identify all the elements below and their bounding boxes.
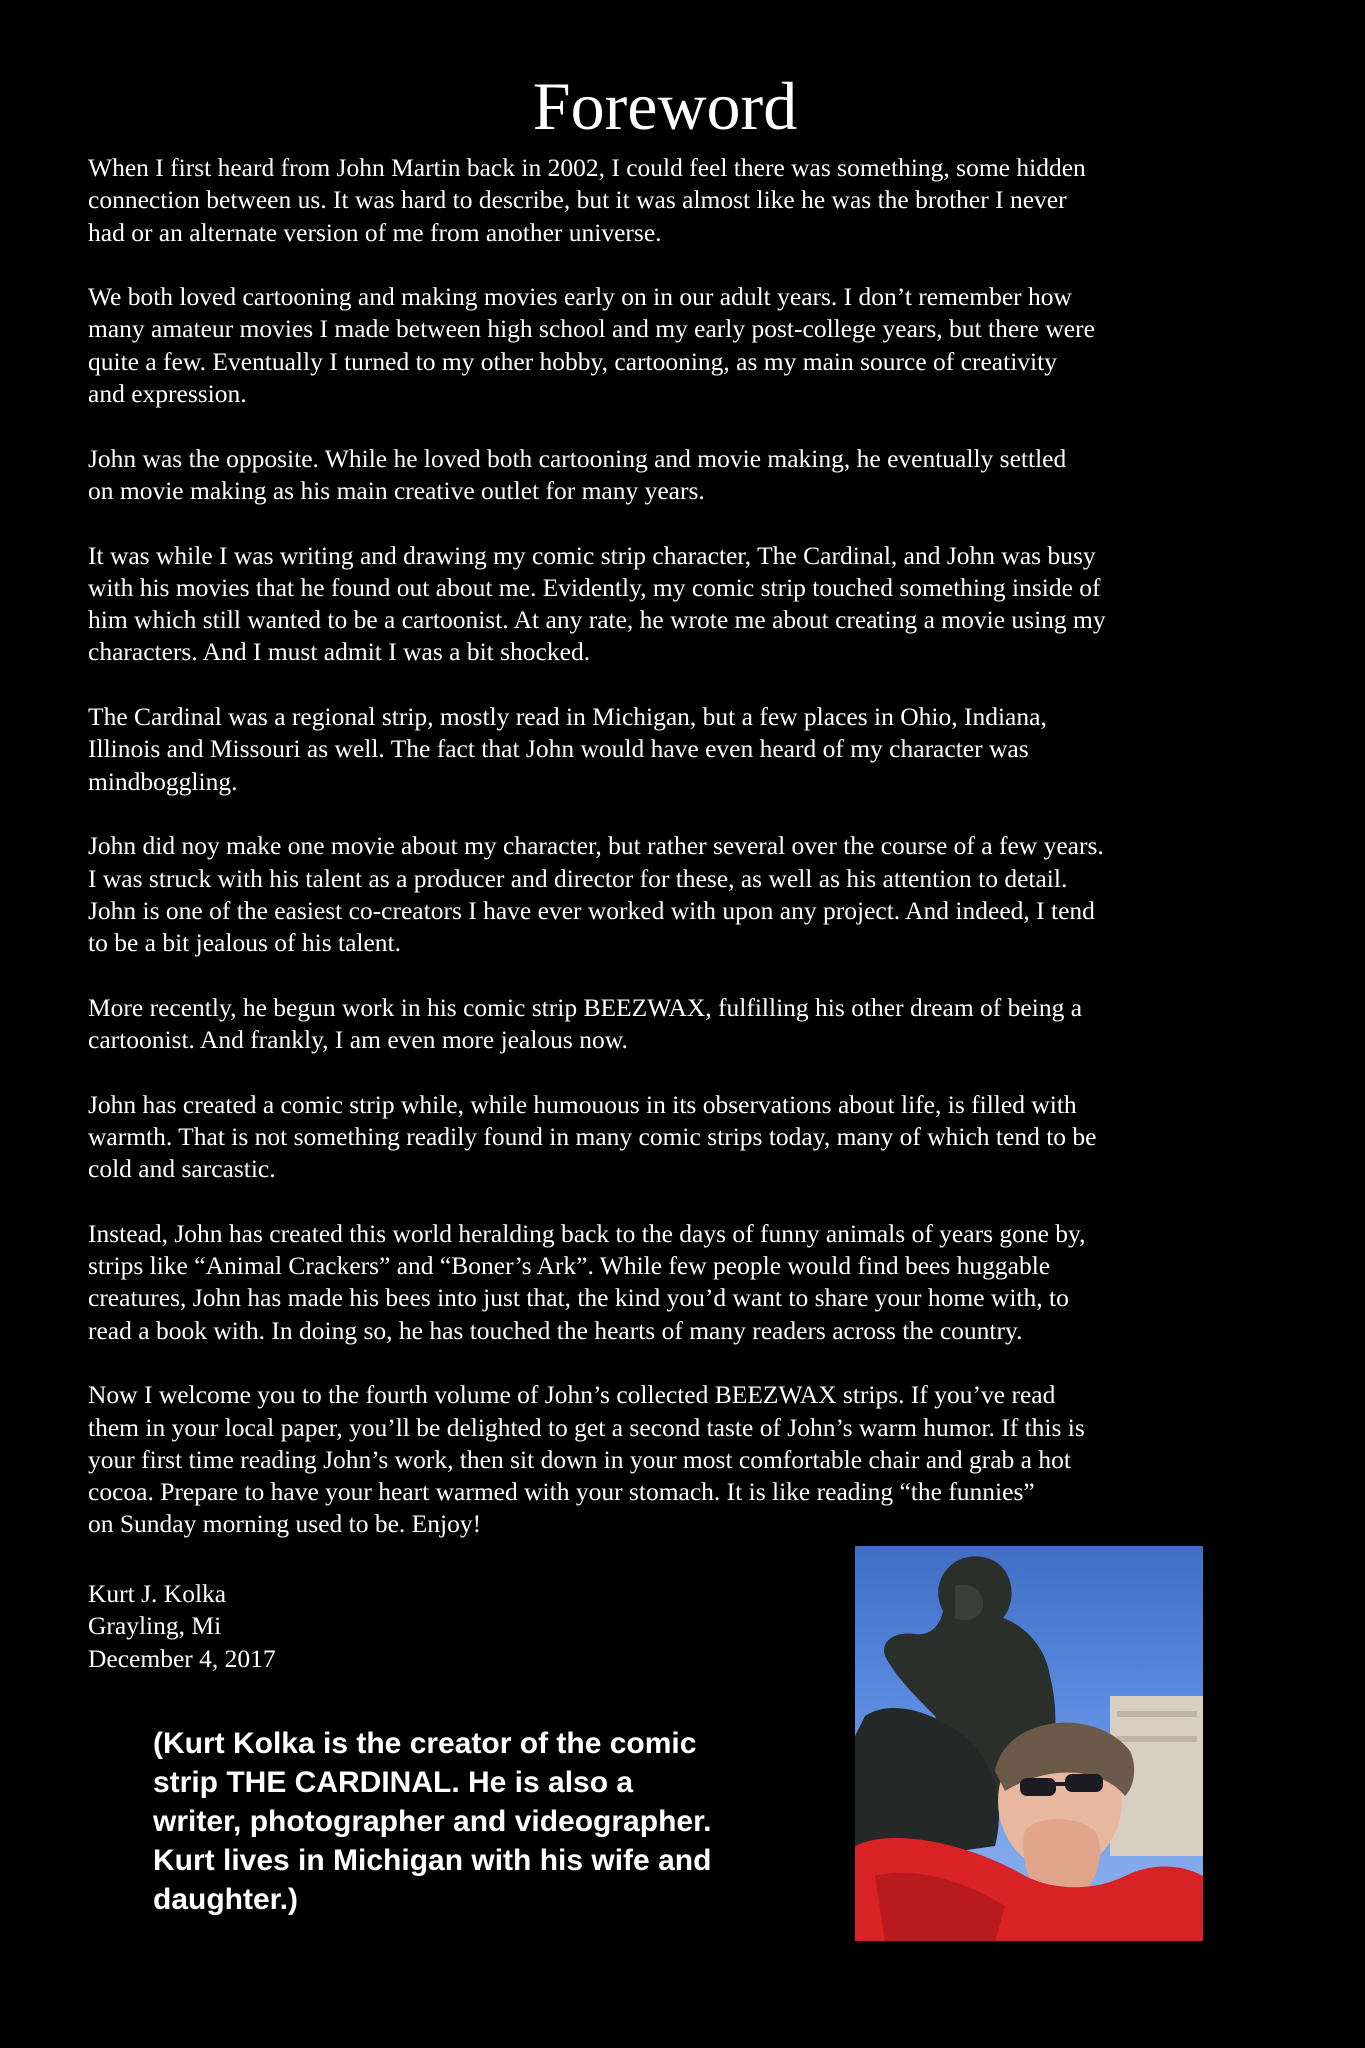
author-name: Kurt J. Kolka [88,1579,227,1608]
building-ledge [1117,1736,1197,1742]
page-title: Foreword [532,68,798,144]
author-photo-illustration [855,1546,1203,1941]
paragraph: More recently, he begun work in his comic strip BEEZWAX, fulfilling his other dream of being a cartoonist. And frankly, I am even more jealous now. [88,992,1083,1055]
paragraph: The Cardinal was a regional strip, mostly read in Michigan, but a few places in Ohio, Indiana, Illinois and Missouri as well. The fact that John would have even heard of my character was mindboggling. [88,702,1047,796]
paragraph: John was the opposite. While he loved both cartooning and movie making, he eventually settled on movie making as his main creative outlet for many years. [88,443,1067,505]
paragraph: It was while I was writing and drawing my comic strip character, The Cardinal, and John was busy with his movies that he found out about me. Evidently, my comic strip touched something inside of him which still wanted to be a cartoonist. At any rate, he wrote me about creating a movie using my characters. And I must admit I was a bit shocked. [88,540,1106,667]
signature-block [88,1578,276,1675]
paragraph: Instead, John has created this world heralding back to the days of funny animals of years gone by, strips like “Animal Crackers” and “Boner’s Ark”. While few people would find bees huggable creatures, John has made his bees into just that, the kind you’d want to share your home with, to read a book with. In doing so, he has touched the hearts of many readers across the country. [88,1218,1086,1345]
paragraph: John did noy make one movie about my character, but rather several over the course of a few years. I was struck with his talent as a producer and director for these, as well as his attention to detail. John is one of the easiest co-creators I have ever worked with upon any project. And indeed, I tend to be a bit jealous of his talent. [88,831,1104,958]
paragraph: We both loved cartooning and making movies early on in our adult years. I don’t remember how many amateur movies I made between high school and my early post-college years, but there were quite a few. Eventually I turned to my other hobby, cartooning, as my main source of creativity and expression. [88,282,1095,409]
sunglasses-lens [1065,1774,1103,1792]
sunglasses [1020,1778,1056,1796]
sunglasses-bridge [1054,1782,1067,1786]
signature-date: December 4, 2017 [88,1643,276,1673]
author-photo [855,1546,1203,1941]
paragraph: Now I welcome you to the fourth volume of John’s collected BEEZWAX strips. If you’ve read them in your local paper, you’ll be delighted to get a second taste of John’s warm humor. If this is your first time reading John’s work, then sit down in your most comfortable chair and grab a hot cocoa. Prepare to have your heart warmed with your stomach. It is like reading “the funnies” on Sunday morning used to be. Enjoy! [88,1380,1085,1539]
paragraph: When I first heard from John Martin back in 2002, I could feel there was something, some hidden connection between us. It was hard to describe, but it was almost like he was the brother I never had or an alternate version of me from another universe. [88,153,1086,247]
author-bio: (Kurt Kolka is the creator of the comic strip THE CARDINAL. He is also a writer, photographer and videographer. Kurt lives in Michigan with his wife and daughter.) [153,1727,712,1916]
building-ledge [1117,1711,1197,1717]
foreword-body [88,152,1318,1573]
paragraph: John has created a comic strip while, while humouous in its observations about life, is filled with warmth. That is not something readily found in many comic strips today, many of which tend to be cold and sarcastic. [88,1089,1097,1184]
author-location: Grayling, Mi [88,1611,222,1641]
